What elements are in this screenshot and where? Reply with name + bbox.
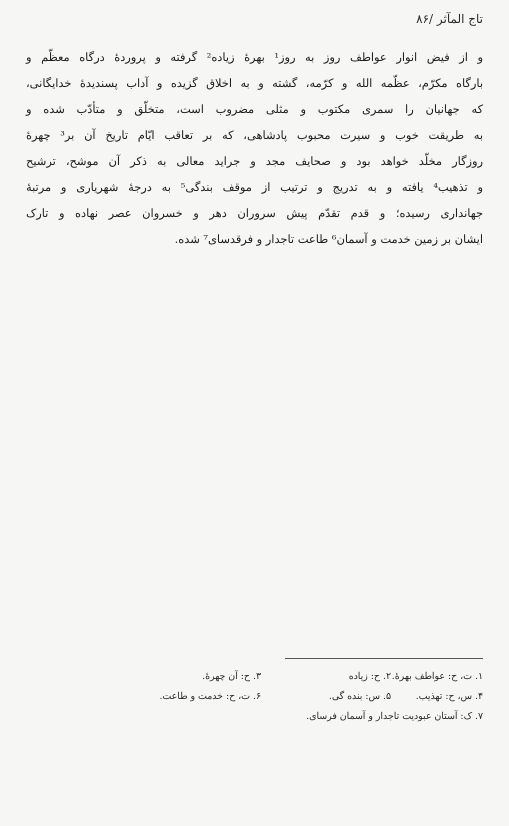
main-text — [26, 44, 483, 252]
body-line: به طریقت خوب و سیرت محبوب پادشاهی، که بر تعاقب ایّام تاریخ آن بر³ چهرهٔ — [26, 128, 483, 142]
footnote-separator — [285, 658, 483, 659]
footnote-4: ۴. س، ح: تهذیب. — [415, 691, 483, 702]
footnote-row — [26, 687, 483, 707]
footnote-row — [26, 667, 483, 687]
footnote-5: ۵. س: بنده گی. — [328, 691, 391, 702]
body-line: جهانداری رسیده؛ و قدم تقدّم پیش سروران دهر و خسروان عصر نهاده و تارک — [26, 206, 483, 220]
body-line: که جهانیان را سمری مکتوب و مثلی مضروب است، متخلّق و متأدّب شده و — [26, 102, 483, 116]
footnote-7: ۷. ک: آستان عبودیت تاجدار و آسمان فرسای. — [306, 711, 483, 722]
body-line: ایشان بر زمین خدمت و آسمان⁶ طاعت تاجدار و فرقدسای⁷ شده. — [174, 232, 483, 246]
footnote-2: ۲. ح: زیاده — [348, 671, 391, 682]
footnote-3: ۳. ح: آن چهرهٔ. — [202, 671, 261, 682]
footnote-6: ۶. ت، ح: خدمت و طاعت. — [159, 691, 261, 702]
body-line: بارگاه مکرّم، عظّمه الله و کرّمه، گشته و به اخلاق گزیده و آداب پسندیدهٔ خدایگانی، — [26, 76, 483, 90]
footnote-1: ۱. ت، ح: عواطف بهرهٔ. — [391, 671, 483, 682]
footnotes — [26, 667, 483, 727]
body-line: روزگار مخلّد خواهد بود و صحایف مجد و جراید معالی به ذکر آن موشح، ترشیح — [26, 154, 483, 168]
body-line: و تذهیب⁴ یافته و به تدریج و ترتیب از موقف بندگی⁵ به درجهٔ شهریاری و مرتبهٔ — [26, 180, 484, 194]
body-line: و از فیض انوار عواطف روز به روز¹ بهرهٔ زیاده² گرفته و پروردهٔ درگاه معظّم و — [26, 50, 484, 64]
running-head: تاج المآثر /۸۶ — [416, 12, 483, 26]
footnote-row — [26, 707, 483, 727]
